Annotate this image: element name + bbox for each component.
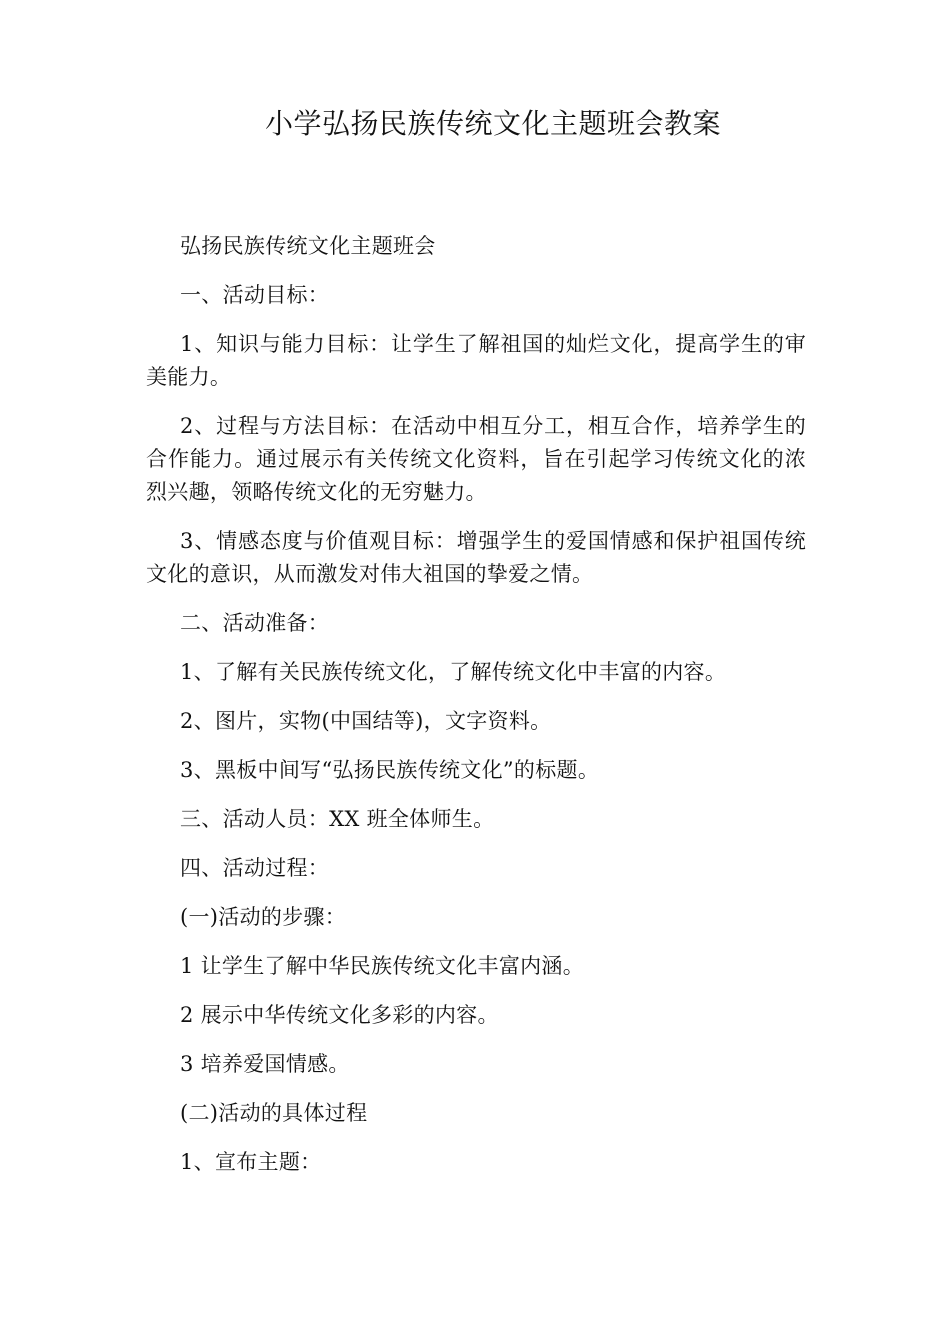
paragraph-prep-2: 2、图片，实物(中国结等)，文字资料。 — [180, 709, 552, 733]
paragraph-goal-knowledge: 1、知识与能力目标：让学生了解祖国的灿烂文化，提高学生的审美能力。 — [146, 332, 806, 389]
paragraph-section-1-heading: 一、活动目标： — [180, 283, 330, 307]
paragraph-subtitle: 弘扬民族传统文化主题班会 — [180, 234, 436, 258]
document-body — [146, 230, 806, 1195]
paragraph-section-4-heading: 四、活动过程： — [180, 856, 330, 880]
paragraph-goal-process: 2、过程与方法目标：在活动中相互分工，相互合作，培养学生的合作能力。通过展示有关传统文化资料，旨在引起学习传统文化的浓烈兴趣，领略传统文化的无穷魅力。 — [146, 414, 806, 504]
document-title: 小学弘扬民族传统文化主题班会教案 — [264, 107, 721, 140]
paragraph-step-3: 3 培养爱国情感。 — [180, 1052, 350, 1076]
paragraph-step-1: 1 让学生了解中华民族传统文化丰富内涵。 — [180, 954, 585, 978]
paragraph-section-3: 三、活动人员：XX 班全体师生。 — [180, 807, 495, 831]
paragraph-process-heading: (二)活动的具体过程 — [180, 1101, 368, 1125]
paragraph-steps-heading: (一)活动的步骤： — [180, 905, 347, 929]
paragraph-announce-theme: 1、宣布主题： — [180, 1150, 322, 1174]
paragraph-prep-1: 1、了解有关民族传统文化，了解传统文化中丰富的内容。 — [180, 660, 727, 684]
paragraph-prep-3: 3、黑板中间写“弘扬民族传统文化”的标题。 — [180, 758, 600, 782]
paragraph-section-2-heading: 二、活动准备： — [180, 611, 330, 635]
paragraph-step-2: 2 展示中华传统文化多彩的内容。 — [180, 1003, 499, 1027]
paragraph-goal-emotion: 3、情感态度与价值观目标：增强学生的爱国情感和保护祖国传统文化的意识，从而激发对伟大祖国的挚爱之情。 — [146, 529, 806, 586]
